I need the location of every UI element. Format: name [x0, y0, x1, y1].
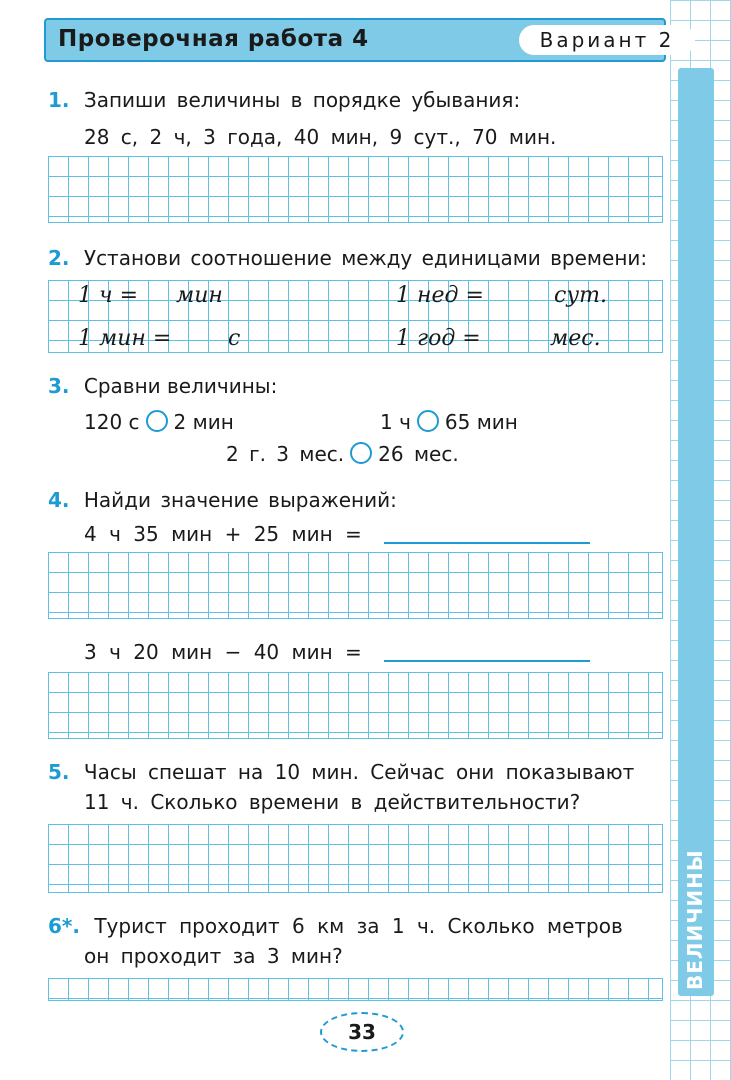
task-1 — [48, 88, 520, 112]
compare-pair-3 — [226, 442, 459, 466]
variant-badge: Вариант 2 — [519, 25, 695, 55]
handwritten-left: 1 год = — [396, 326, 481, 351]
task-number: 1. — [48, 88, 70, 112]
compare-circle[interactable] — [146, 410, 168, 432]
task-text: Установи соотношение между единицами времени: — [83, 246, 648, 270]
expression-2: 3 ч 20 мин − 40 мин = — [84, 640, 362, 664]
compare-left: 120 с — [84, 410, 140, 434]
compare-left: 2 г. 3 мес. — [226, 442, 345, 466]
compare-left: 1 ч — [380, 410, 411, 434]
answer-line-2[interactable] — [384, 660, 590, 662]
compare-circle[interactable] — [350, 442, 372, 464]
task-number: 3. — [48, 374, 70, 398]
expression-1: 4 ч 35 мин + 25 мин = — [84, 522, 362, 546]
task-number: 6*. — [48, 914, 80, 938]
compare-pair-1 — [84, 410, 234, 434]
task-5 — [48, 760, 634, 784]
page-number: 33 — [320, 1012, 404, 1052]
task-6 — [48, 914, 623, 938]
task-1-values: 28 с, 2 ч, 3 года, 40 мин, 9 сут., 70 мин. — [84, 125, 557, 149]
compare-right: 2 мин — [173, 410, 234, 434]
answer-grid-5[interactable] — [48, 824, 663, 893]
task-text: Запиши величины в порядке убывания: — [83, 88, 521, 112]
header-bar — [44, 18, 675, 62]
answer-grid-6[interactable] — [48, 978, 663, 1001]
answer-grid-4b[interactable] — [48, 672, 663, 739]
handwritten-unit: сут. — [554, 283, 607, 308]
handwritten-left: 1 ч = — [78, 283, 139, 308]
answer-line-1[interactable] — [384, 542, 590, 544]
task-number: 5. — [48, 760, 70, 784]
task-text: Турист проходит 6 км за 1 ч. Сколько метров — [94, 914, 623, 938]
handwritten-unit: мин — [176, 283, 223, 308]
task-6-line2: он проходит за 3 мин? — [84, 944, 343, 968]
compare-circle[interactable] — [417, 410, 439, 432]
task-5-line2: 11 ч. Сколько времени в действительности? — [84, 790, 581, 814]
task-text: Найди значение выражений: — [83, 488, 397, 512]
handwritten-unit: мес. — [550, 326, 601, 351]
compare-pair-2 — [380, 410, 518, 434]
answer-grid-1[interactable] — [48, 156, 663, 223]
handwritten-left: 1 нед = — [396, 283, 484, 308]
task-text: Сравни величины: — [83, 374, 278, 398]
compare-right: 26 мес. — [378, 442, 459, 466]
answer-grid-4a[interactable] — [48, 552, 663, 619]
handwritten-unit: с — [228, 326, 241, 351]
task-2 — [48, 246, 647, 270]
task-4 — [48, 488, 397, 512]
page-title: Проверочная работа 4 — [58, 26, 369, 52]
task-number: 4. — [48, 488, 70, 512]
side-section-label: ВЕЛИЧИНЫ — [683, 849, 707, 991]
task-text: Часы спешат на 10 мин. Сейчас они показывают — [83, 760, 635, 784]
handwritten-left: 1 мин = — [78, 326, 172, 351]
task-3 — [48, 374, 277, 398]
compare-right: 65 мин — [444, 410, 518, 434]
task-number: 2. — [48, 246, 70, 270]
